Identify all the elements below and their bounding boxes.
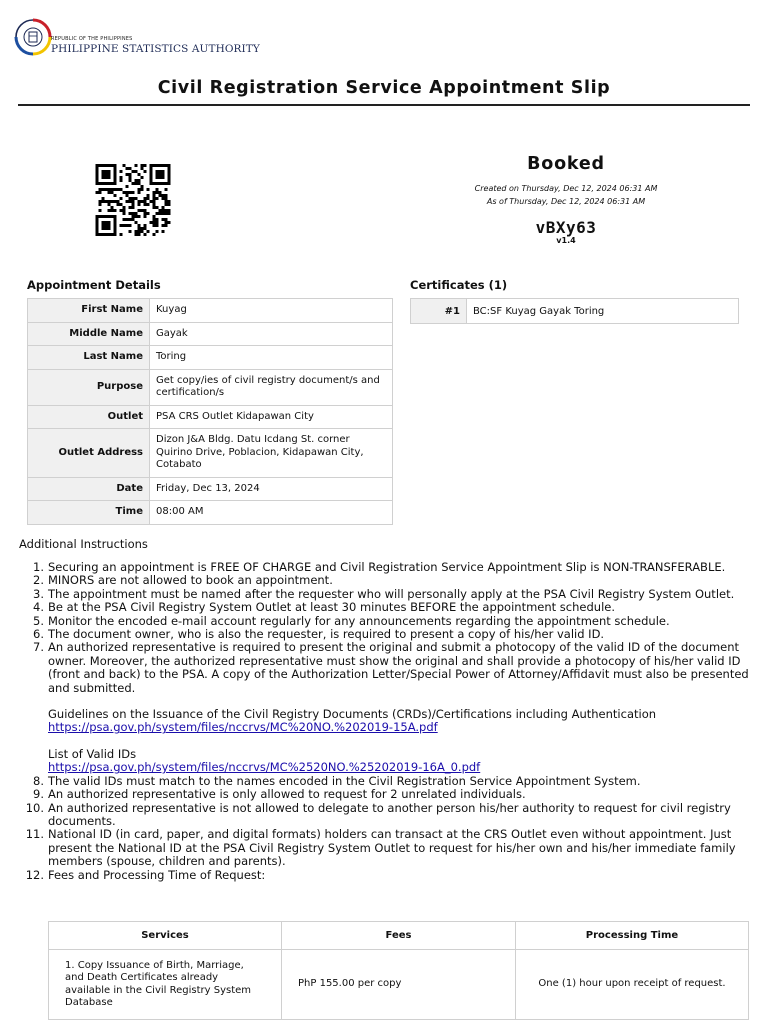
table-row — [28, 346, 393, 370]
table-row — [28, 322, 393, 346]
fee-cell: PhP 155.00 per copy — [282, 950, 516, 1020]
guidelines-block — [48, 708, 752, 735]
field-value: Dizon J&A Bldg. Datu Icdang St. corner Quirino Drive, Poblacion, Kidapawan City, Cotabato — [150, 429, 393, 478]
agency-name: PHILIPPINE STATISTICS AUTHORITY — [51, 43, 260, 55]
field-label: Middle Name — [28, 322, 150, 346]
field-value: Get copy/ies of civil registry document/s and certification/s — [150, 369, 393, 405]
list-item: 9. An authorized representative is only allowed to request for 2 unrelated individuals. — [33, 787, 526, 802]
fees-table — [48, 921, 749, 1020]
valid-ids-text: List of Valid IDs — [48, 746, 137, 761]
field-label: Time — [28, 501, 150, 525]
created-timestamp: Created on Thursday, Dec 12, 2024 06:31 AM — [474, 184, 658, 193]
table-row — [411, 299, 739, 324]
certificates-table — [410, 298, 739, 324]
page-title: Civil Registration Service Appointment Slip — [157, 78, 611, 98]
column-header: Processing Time — [516, 922, 749, 950]
instructions-list — [25, 560, 752, 882]
list-item: 2. MINORS are not allowed to book an appointment. — [33, 573, 333, 588]
column-header: Fees — [282, 922, 516, 950]
field-label: Purpose — [28, 369, 150, 405]
list-item: 1. Securing an appointment is FREE OF CHARGE and Civil Registration Service Appointment Slip is NON-TRANSFERABLE. — [33, 560, 726, 574]
certificates-heading: Certificates (1) — [410, 278, 508, 292]
table-row — [28, 429, 393, 478]
field-value: 08:00 AM — [150, 501, 393, 525]
table-header-row — [49, 922, 749, 950]
version-label: v1.4 — [556, 236, 576, 245]
list-item: 12. Fees and Processing Time of Request: — [25, 867, 266, 882]
field-label: Outlet — [28, 405, 150, 429]
field-label: Date — [28, 477, 150, 501]
list-item: 11. National ID (in card, paper, and digital formats) holders can transact at the CRS Outlet even without appointment. Just present the National ID at the PSA Civil Registry System Outlet to request for his/her own and his/her immediate family members (spouse, children and parents). — [25, 827, 736, 869]
appointment-details-table — [27, 298, 393, 525]
appointment-details-heading: Appointment Details — [27, 278, 161, 292]
valid-ids-block — [48, 748, 752, 775]
additional-instructions-heading: Additional Instructions — [19, 537, 148, 551]
field-label: Last Name — [28, 346, 150, 370]
republic-text: REPUBLIC OF THE PHILIPPINES — [51, 36, 133, 42]
status-block — [440, 154, 692, 245]
table-row — [28, 405, 393, 429]
qr-code-icon — [95, 164, 171, 236]
guidelines-text: Guidelines on the Issuance of the Civil Registry Documents (CRDs)/Certifications including Authentication — [48, 707, 657, 722]
list-item: 6. The document owner, who is also the requester, is required to present a copy of his/her valid ID. — [33, 627, 605, 642]
field-value: Toring — [150, 346, 393, 370]
list-item: 5. Monitor the encoded e-mail account regularly for any announcements regarding the appointment schedule. — [33, 613, 670, 628]
valid-ids-link[interactable]: https://psa.gov.ph/system/files/nccrvs/MC%2520NO.%25202019-16A_0.pdf — [48, 760, 481, 775]
list-item: 10. An authorized representative is not allowed to delegate to another person his/her authority to request for civil registry documents. — [25, 800, 731, 828]
list-item: 7. An authorized representative is required to present the original and submit a photocopy of the valid ID of the document owner. Moreover, the authorized representative must show the original and shall provide a photocopy of his/her valid ID (front and back) to the PSA. A copy of the Authorization Letter/Special Power of Attorney/Affidavit must also be presented and submitted. Guidelines on the Issuance of the Civil Registry Documents (CRDs)/Certifications including Authentication https://psa.gov.ph/system/files/nccrvs/MC%20NO.%202019-15A.pdf List of Valid IDs https://psa.gov.ph/system/files/nccrvs/MC%2520NO.%25202019-16A_0.pdf — [48, 641, 752, 774]
table-row — [49, 950, 749, 1020]
psa-seal-icon — [14, 16, 52, 58]
list-item: 4. Be at the PSA Civil Registry System Outlet at least 30 minutes BEFORE the appointment schedule. — [33, 600, 616, 615]
as-of-timestamp: As of Thursday, Dec 12, 2024 06:31 AM — [486, 197, 646, 206]
certificate-value: BC:SF Kuyag Gayak Toring — [467, 299, 739, 324]
field-value: Gayak — [150, 322, 393, 346]
field-value: PSA CRS Outlet Kidapawan City — [150, 405, 393, 429]
field-label: Outlet Address — [28, 429, 150, 478]
table-row — [28, 299, 393, 323]
processing-time-cell: One (1) hour upon receipt of request. — [516, 950, 749, 1020]
list-item: 8. The valid IDs must match to the names encoded in the Civil Registration Service Appointment System. — [33, 773, 641, 788]
field-label: First Name — [28, 299, 150, 323]
reference-code: vBXy63 — [535, 218, 597, 237]
title-divider — [18, 104, 750, 106]
psa-header — [14, 14, 274, 64]
field-value: Kuyag — [150, 299, 393, 323]
field-value: Friday, Dec 13, 2024 — [150, 477, 393, 501]
certificate-index: #1 — [411, 299, 467, 324]
service-cell: 1. Copy Issuance of Birth, Marriage, and Death Certificates already available in the Civil Registry System Database — [49, 950, 282, 1020]
table-row — [28, 477, 393, 501]
status-label: Booked — [527, 154, 605, 174]
column-header: Services — [49, 922, 282, 950]
guidelines-link[interactable]: https://psa.gov.ph/system/files/nccrvs/MC%20NO.%202019-15A.pdf — [48, 720, 438, 735]
list-item: 3. The appointment must be named after the requester who will personally apply at the PSA Civil Registry System Outlet. — [33, 586, 735, 601]
table-row — [28, 369, 393, 405]
table-row — [28, 501, 393, 525]
